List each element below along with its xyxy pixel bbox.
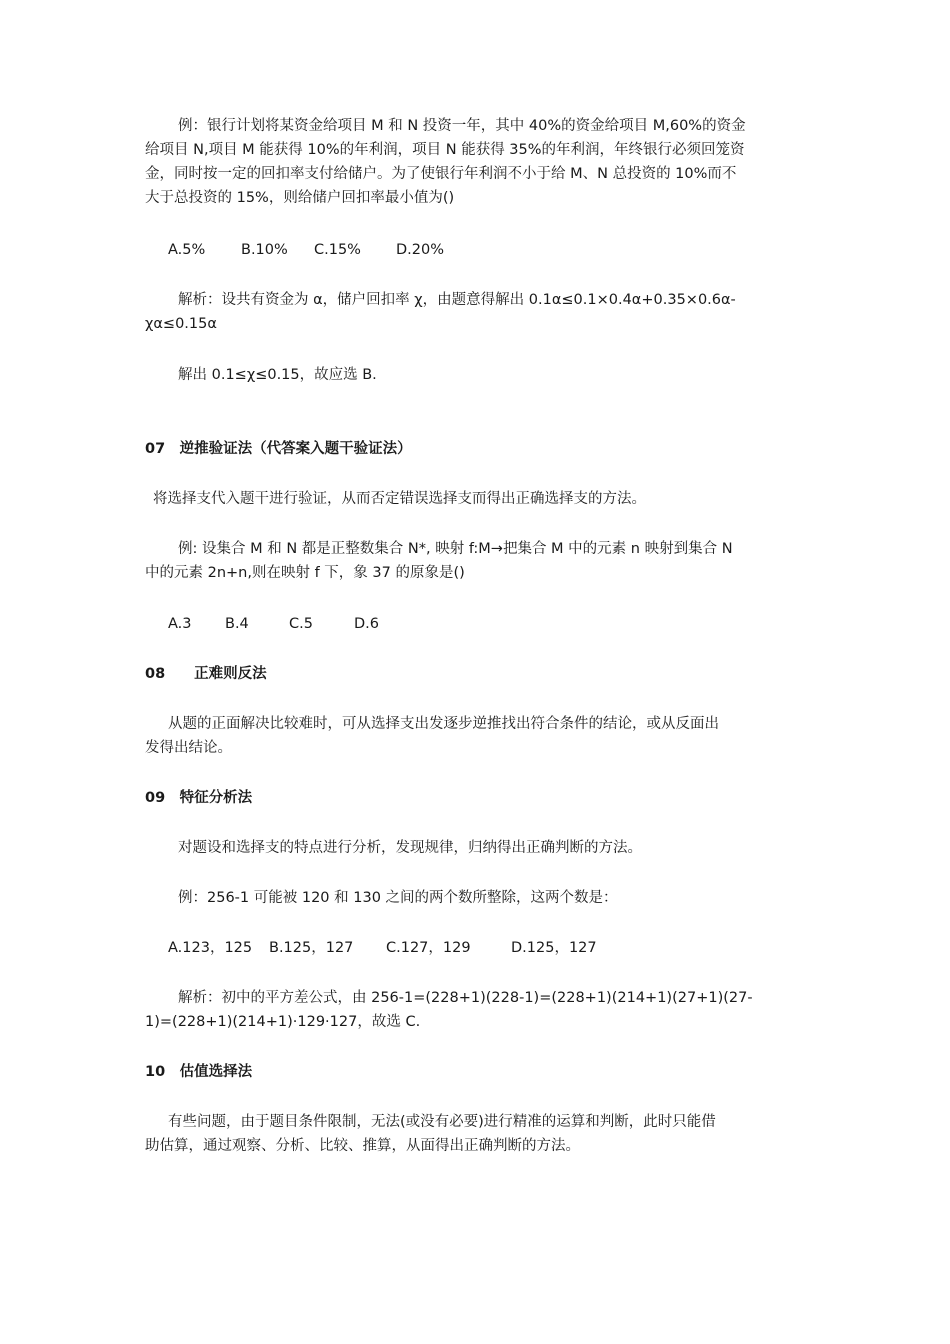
paragraph-line: 例：256-1 可能被 120 和 130 之间的两个数所整除，这两个数是： [178,890,618,906]
paragraph-line: 解析：初中的平方差公式，由 256-1=(228+1)(228-1)=(228+1)(214+1)(27+1)(27- [178,990,753,1006]
paragraph-line: 例: 设集合 M 和 N 都是正整数集合 N*, 映射 f:M→把集合 M 中的元素 n 映射到集合 N [178,541,733,557]
paragraph-line: 1)=(228+1)(214+1)·129·127，故选 C. [145,1014,421,1030]
paragraph-line: 助估算，通过观察、分析、比较、推算，从面得出正确判断的方法。 [145,1138,580,1154]
section-heading: 10 估值选择法 [145,1064,253,1080]
paragraph-line: 例：银行计划将某资金给项目 M 和 N 投资一年，其中 40%的资金给项目 M,60%的资金 [178,118,746,134]
paragraph-line: 将选择支代入题干进行验证，从而否定错误选择支而得出正确选择支的方法。 [153,491,646,507]
option-d: D.6 [354,616,379,632]
answer-options [168,936,838,960]
section-heading: 08 正难则反法 [145,666,267,682]
option-b: B.125，127 [269,940,354,956]
section-heading: 07 逆推验证法（代答案入题干验证法） [145,441,412,457]
paragraph-line: 对题设和选择支的特点进行分析，发现规律，归纳得出正确判断的方法。 [178,840,642,856]
option-d: D.20% [396,242,445,258]
option-a: A.5% [168,242,206,258]
paragraph-line: 从题的正面解决比较难时，可从选择支出发逐步逆推找出符合条件的结论，或从反面出 [168,716,719,732]
paragraph-line: 有些问题，由于题目条件限制，无法(或没有必要)进行精准的运算和判断，此时只能借 [168,1114,716,1130]
option-b: B.10% [241,242,288,258]
answer-options [168,612,838,636]
paragraph-line: 解析：设共有资金为 α，储户回扣率 χ，由题意得解出 0.1α≤0.1×0.4α+0.35×0.6α- [178,292,736,308]
option-c: C.15% [314,242,361,258]
option-a: A.123，125 [168,940,253,956]
option-c: C.5 [289,616,313,632]
section-heading: 09 特征分析法 [145,790,253,806]
option-d: D.125，127 [511,940,597,956]
option-a: A.3 [168,616,192,632]
paragraph-line: 解出 0.1≤χ≤0.15，故应选 B. [178,367,377,383]
paragraph-line: 给项目 N,项目 M 能获得 10%的年利润，项目 N 能获得 35%的年利润，年终银行必须回笼资 [145,142,745,158]
option-b: B.4 [225,616,249,632]
paragraph-line: 发得出结论。 [145,740,232,756]
paragraph-line: 金，同时按一定的回扣率支付给储户。为了使银行年利润不小于给 M、N 总投资的 10%而不 [145,166,737,182]
paragraph-line: 中的元素 2n+n,则在映射 f 下，象 37 的原象是() [145,565,465,581]
answer-options [168,238,838,262]
paragraph-line: 大于总投资的 15%，则给储户回扣率最小值为() [145,190,455,206]
option-c: C.127，129 [386,940,471,956]
paragraph-line: χα≤0.15α [145,316,217,332]
